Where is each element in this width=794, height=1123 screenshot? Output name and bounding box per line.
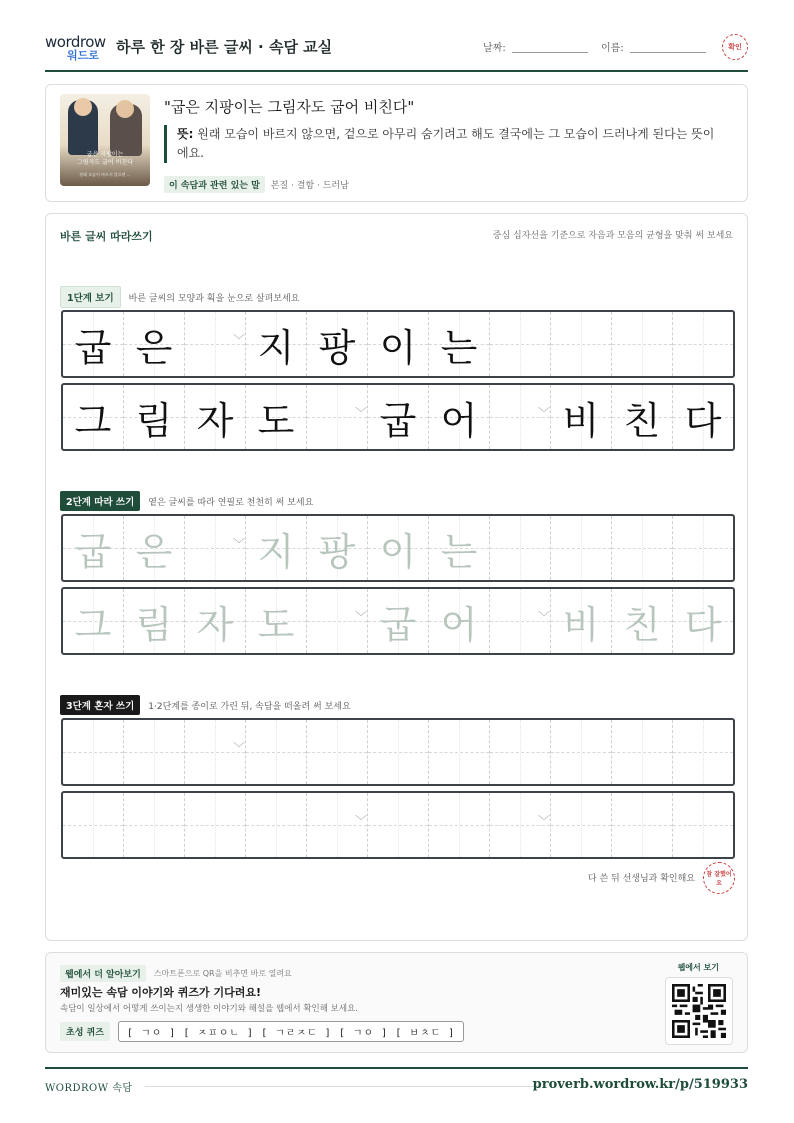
practice-title: 바른 글씨 따라쓰기	[60, 230, 153, 243]
grid-cell[interactable]	[429, 516, 490, 580]
grid-character: 자	[196, 602, 234, 647]
grid-cell[interactable]	[368, 720, 429, 784]
qr-code-icon[interactable]	[665, 977, 733, 1045]
grid-character: 그	[74, 398, 112, 443]
web-promo-header	[60, 965, 292, 982]
grid-character: 어	[440, 602, 478, 647]
grid-cell	[490, 312, 551, 376]
grid-cell[interactable]	[185, 516, 246, 580]
grid-character: 지	[257, 325, 295, 370]
step2-badge: 2단계 따라 쓰기	[60, 491, 140, 511]
trace-row-1[interactable]	[61, 514, 735, 582]
grid-cell[interactable]	[429, 720, 490, 784]
word-spacing-icon: ﹀	[232, 333, 245, 347]
grid-cell[interactable]	[185, 793, 246, 857]
grid-cell	[368, 385, 429, 449]
web-view-label: 웹에서 보기	[677, 963, 719, 972]
word-spacing-icon: ﹀	[232, 741, 245, 755]
grid-cell[interactable]	[185, 589, 246, 653]
illustration-caption: 굽은 지팡이는 그림자도 굽어 비친다	[77, 151, 133, 166]
grid-character: 팡	[318, 325, 356, 370]
trace-row-2[interactable]	[61, 587, 735, 655]
grid-character: 도	[257, 602, 295, 647]
related-list: 본질 · 결함 · 드러남	[270, 181, 349, 191]
grid-cell[interactable]	[246, 720, 307, 784]
view-row-2	[61, 383, 735, 451]
step3-desc: 1·2단계를 종이로 가린 뒤, 속담을 떠올려 써 보세요	[148, 701, 351, 712]
grid-cell	[673, 312, 733, 376]
grid-character: 은	[135, 529, 173, 574]
grid-character: 어	[440, 398, 478, 443]
grid-cell	[307, 312, 368, 376]
grid-cell[interactable]	[490, 516, 551, 580]
grid-cell	[551, 312, 612, 376]
grid-character: 그	[74, 602, 112, 647]
meaning-text: 원래 모습이 바르지 않으면, 겉으로 아무리 숨기려고 해도 결국에는 그 모습이 드러나게 된다는 뜻이에요.	[177, 127, 715, 160]
word-spacing-icon: ﹀	[354, 610, 367, 624]
grid-cell[interactable]	[429, 793, 490, 857]
grid-character: 자	[196, 398, 234, 443]
name-label: 이름:	[601, 43, 624, 54]
grid-cell[interactable]	[490, 589, 551, 653]
quiz-box: [ ㄱㅇ ] [ ㅈㅍㅇㄴ ] [ ㄱㄹㅈㄷ ] [ ㄱㅇ ] [ ㅂㅊㄷ ]	[118, 1021, 464, 1042]
grid-cell	[368, 312, 429, 376]
grid-cell[interactable]	[612, 589, 673, 653]
step2-desc: 옅은 글씨를 따라 연필로 천천히 써 보세요	[148, 497, 314, 508]
grid-character: 은	[135, 325, 173, 370]
view-row-1	[61, 310, 735, 378]
grid-cell[interactable]	[246, 793, 307, 857]
illustration-subcaption: 원래 모습이 바르지 않으면 ...	[79, 172, 131, 177]
grid-cell[interactable]	[124, 720, 185, 784]
grid-cell[interactable]	[307, 720, 368, 784]
grid-cell[interactable]	[63, 516, 124, 580]
grid-cell[interactable]	[246, 516, 307, 580]
grid-cell[interactable]	[612, 516, 673, 580]
chosung-quiz	[60, 1021, 464, 1042]
grid-character: 친	[623, 398, 661, 443]
grid-cell	[612, 385, 673, 449]
page-title: 하루 한 장 바른 글씨 · 속담 교실	[116, 38, 333, 56]
grid-character: 친	[623, 602, 661, 647]
praise-stamp-icon: 참 잘했어요	[703, 862, 735, 894]
grid-character: 비	[562, 398, 600, 443]
grid-cell	[612, 312, 673, 376]
proverb-illustration	[60, 94, 150, 186]
proverb-text: "굽은 지팡이는 그림자도 굽어 비친다"	[164, 98, 415, 116]
blank-row-1[interactable]	[61, 718, 735, 786]
grid-cell[interactable]	[368, 793, 429, 857]
grid-character: 굽	[74, 325, 112, 370]
grid-cell[interactable]	[246, 589, 307, 653]
grid-cell	[63, 312, 124, 376]
grid-character: 도	[257, 398, 295, 443]
grid-cell[interactable]	[673, 793, 733, 857]
grid-cell[interactable]	[63, 793, 124, 857]
grid-cell	[246, 385, 307, 449]
blank-row-2[interactable]	[61, 791, 735, 859]
name-field-line[interactable]	[630, 52, 706, 53]
grid-cell	[246, 312, 307, 376]
practice-hint: 중심 십자선을 기준으로 자음과 모음의 균형을 맞춰 써 보세요	[492, 231, 733, 241]
qr-code-graphic	[672, 984, 726, 1038]
grid-cell[interactable]	[673, 720, 733, 784]
grid-cell	[490, 385, 551, 449]
teacher-check-text: 다 쓴 뒤 선생님과 확인해요	[587, 874, 695, 884]
word-spacing-icon: ﹀	[232, 537, 245, 551]
related-label: 이 속담과 관련 있는 말	[164, 176, 265, 193]
grid-character: 굽	[74, 529, 112, 574]
meaning-label: 뜻:	[177, 127, 194, 141]
grid-character: 이	[379, 529, 417, 574]
grid-cell	[63, 385, 124, 449]
grid-character: 팡	[318, 529, 356, 574]
grid-cell[interactable]	[551, 720, 612, 784]
logo-text: wordrow	[45, 33, 106, 51]
grid-cell	[185, 312, 246, 376]
web-promo-hint: 스마트폰으로 QR을 비추면 바로 열려요	[153, 969, 292, 978]
grid-cell[interactable]	[307, 589, 368, 653]
grid-cell[interactable]	[185, 720, 246, 784]
footer-brand: WORDROW 속담	[45, 1083, 133, 1094]
grid-cell[interactable]	[124, 589, 185, 653]
step3-header	[60, 695, 351, 715]
grid-cell	[429, 385, 490, 449]
web-promo-box	[45, 952, 748, 1053]
grid-cell[interactable]	[673, 589, 733, 653]
word-spacing-icon: ﹀	[537, 610, 550, 624]
grid-cell[interactable]	[612, 793, 673, 857]
web-promo-headline: 재미있는 속담 이야기와 퀴즈가 기다려요!	[60, 986, 261, 999]
footer-url-link[interactable]: proverb.wordrow.kr/p/519933	[532, 1077, 748, 1092]
grid-character: 는	[440, 325, 478, 370]
date-field-line[interactable]	[512, 52, 588, 53]
grid-character: 다	[684, 398, 722, 443]
grid-cell[interactable]	[490, 793, 551, 857]
word-spacing-icon: ﹀	[354, 814, 367, 828]
grid-cell[interactable]	[368, 516, 429, 580]
grid-cell[interactable]	[429, 589, 490, 653]
grid-character: 굽	[379, 398, 417, 443]
step3-badge: 3단계 혼자 쓰기	[60, 695, 140, 715]
web-promo-desc: 속담이 일상에서 어떻게 쓰이는지 생생한 이야기와 해설을 웹에서 확인해 보세요.	[60, 1004, 358, 1014]
practice-section	[45, 213, 748, 941]
grid-character: 는	[440, 529, 478, 574]
grid-cell[interactable]	[307, 516, 368, 580]
grid-cell[interactable]	[307, 793, 368, 857]
page-header	[45, 30, 748, 72]
grid-cell	[429, 312, 490, 376]
grid-cell[interactable]	[551, 793, 612, 857]
grid-cell	[124, 385, 185, 449]
grid-cell	[307, 385, 368, 449]
grid-character: 이	[379, 325, 417, 370]
proverb-meaning	[164, 125, 724, 163]
step1-badge: 1단계 보기	[60, 286, 121, 308]
word-spacing-icon: ﹀	[537, 406, 550, 420]
grid-cell[interactable]	[124, 793, 185, 857]
grid-cell[interactable]	[612, 720, 673, 784]
web-promo-label: 웹에서 더 알아보기	[60, 965, 146, 982]
logo-subtext: 워드로	[67, 49, 99, 62]
grid-character: 비	[562, 602, 600, 647]
grid-character: 다	[684, 602, 722, 647]
grid-cell	[673, 385, 733, 449]
word-spacing-icon: ﹀	[354, 406, 367, 420]
quiz-label: 초성 퀴즈	[60, 1022, 110, 1041]
related-words	[164, 176, 349, 193]
check-stamp-icon: 확인	[722, 34, 748, 60]
grid-cell[interactable]	[551, 589, 612, 653]
step1-header	[60, 286, 299, 308]
grid-cell[interactable]	[551, 516, 612, 580]
grid-cell[interactable]	[368, 589, 429, 653]
grid-cell[interactable]	[63, 720, 124, 784]
grid-cell	[551, 385, 612, 449]
step1-desc: 바른 글씨의 모양과 획을 눈으로 살펴보세요	[128, 293, 300, 304]
grid-character: 굽	[379, 602, 417, 647]
word-spacing-icon: ﹀	[537, 814, 550, 828]
grid-cell[interactable]	[673, 516, 733, 580]
grid-character: 지	[257, 529, 295, 574]
page-footer	[45, 1067, 748, 1094]
grid-cell	[124, 312, 185, 376]
proverb-card	[45, 84, 748, 202]
date-label: 날짜:	[483, 43, 506, 54]
grid-cell[interactable]	[124, 516, 185, 580]
grid-character: 림	[135, 602, 173, 647]
grid-cell	[185, 385, 246, 449]
grid-cell[interactable]	[63, 589, 124, 653]
grid-cell[interactable]	[490, 720, 551, 784]
step2-header	[60, 491, 313, 511]
grid-character: 림	[135, 398, 173, 443]
